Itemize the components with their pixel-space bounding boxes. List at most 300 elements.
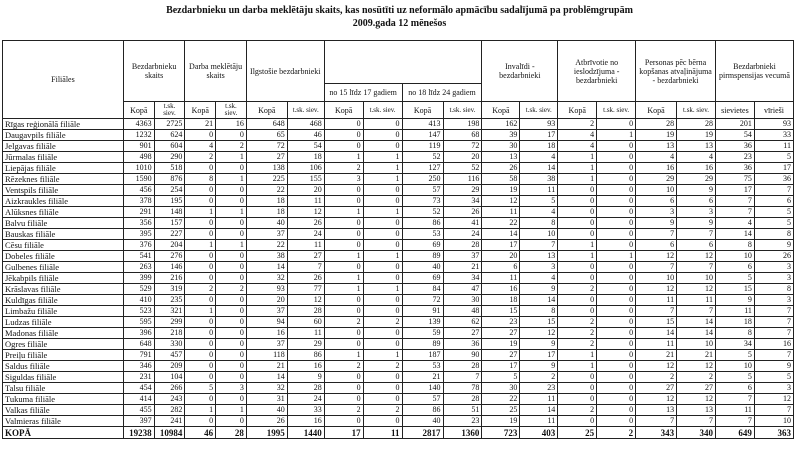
table-cell: 216 bbox=[154, 273, 185, 284]
table-cell: 0 bbox=[597, 141, 636, 152]
table-cell: 19 bbox=[482, 416, 520, 427]
table-cell: 16 bbox=[287, 416, 324, 427]
table-cell: 11 bbox=[520, 185, 558, 196]
table-cell: 541 bbox=[123, 251, 154, 262]
table-cell: 20 bbox=[443, 152, 482, 163]
table-cell: 0 bbox=[363, 196, 402, 207]
branch-name: Jēkabpils filiāle bbox=[3, 273, 124, 284]
table-cell: 20 bbox=[482, 251, 520, 262]
table-cell: 18 bbox=[715, 317, 754, 328]
table-cell: 6 bbox=[677, 196, 716, 207]
table-cell: 1 bbox=[324, 273, 363, 284]
table-cell: 225 bbox=[246, 174, 287, 185]
table-cell: 16 bbox=[636, 163, 677, 174]
table-cell: 12 bbox=[287, 295, 324, 306]
table-cell: 1 bbox=[558, 251, 597, 262]
table-row bbox=[3, 284, 794, 295]
table-cell: 28 bbox=[287, 383, 324, 394]
table-cell: 4 bbox=[715, 218, 754, 229]
table-cell: 10 bbox=[754, 416, 793, 427]
table-cell: 0 bbox=[363, 119, 402, 130]
table-cell: 0 bbox=[324, 328, 363, 339]
table-cell: 340 bbox=[677, 427, 716, 439]
table-cell: 7 bbox=[715, 416, 754, 427]
table-cell: 12 bbox=[636, 361, 677, 372]
table-cell: 0 bbox=[216, 163, 247, 174]
table-cell: 11 bbox=[636, 295, 677, 306]
table-cell: 0 bbox=[324, 295, 363, 306]
table-cell: 7 bbox=[754, 328, 793, 339]
header-atbrivotie: Atbrīvotie no ieslodzījuma - bezdarbnieki bbox=[558, 41, 636, 102]
table-cell: 2 bbox=[558, 119, 597, 130]
table-cell: 28 bbox=[636, 119, 677, 130]
table-cell: 2 bbox=[636, 372, 677, 383]
table-cell: 0 bbox=[216, 295, 247, 306]
table-cell: 30 bbox=[482, 383, 520, 394]
table-cell: 0 bbox=[558, 229, 597, 240]
table-cell: 33 bbox=[754, 130, 793, 141]
table-cell: 1590 bbox=[123, 174, 154, 185]
subheader-t-sk-siev-8: t.sk. siev. bbox=[363, 102, 402, 119]
table-cell: 0 bbox=[324, 119, 363, 130]
table-cell: 0 bbox=[324, 372, 363, 383]
table-cell: 17 bbox=[482, 240, 520, 251]
table-cell: 22 bbox=[246, 240, 287, 251]
table-cell: 0 bbox=[597, 405, 636, 416]
table-cell: 876 bbox=[154, 174, 185, 185]
table-cell: 14 bbox=[520, 405, 558, 416]
table-cell: 399 bbox=[123, 273, 154, 284]
header-jaunies bbox=[324, 41, 482, 84]
branch-name: Ogres filiāle bbox=[3, 339, 124, 350]
table-cell: 4 bbox=[558, 141, 597, 152]
table-cell: 118 bbox=[246, 350, 287, 361]
table-cell: 0 bbox=[363, 394, 402, 405]
table-body bbox=[3, 119, 794, 439]
table-cell: 1 bbox=[363, 284, 402, 295]
table-cell: 1 bbox=[324, 350, 363, 361]
header-filiales: Filiāles bbox=[3, 41, 124, 119]
branch-name: Valkas filiāle bbox=[3, 405, 124, 416]
table-cell: 6 bbox=[482, 262, 520, 273]
table-cell: 2 bbox=[363, 317, 402, 328]
table-cell: 0 bbox=[216, 130, 247, 141]
data-table bbox=[2, 40, 794, 439]
branch-name: Gulbenes filiāle bbox=[3, 262, 124, 273]
table-cell: 12 bbox=[482, 196, 520, 207]
table-cell: 28 bbox=[287, 306, 324, 317]
table-cell: 38 bbox=[246, 251, 287, 262]
table-cell: 1440 bbox=[287, 427, 324, 439]
table-cell: 140 bbox=[402, 383, 443, 394]
table-cell: 18 bbox=[520, 141, 558, 152]
table-cell: 0 bbox=[185, 295, 216, 306]
subheader-kopa-1: Kopā bbox=[123, 102, 154, 119]
table-cell: 2 bbox=[558, 339, 597, 350]
table-cell: 155 bbox=[287, 174, 324, 185]
table-cell: 218 bbox=[154, 328, 185, 339]
table-cell: 1 bbox=[363, 152, 402, 163]
table-cell: 241 bbox=[154, 416, 185, 427]
table-row bbox=[3, 163, 794, 174]
branch-name: Aizkraukles filiāle bbox=[3, 196, 124, 207]
table-cell: 0 bbox=[185, 372, 216, 383]
table-row bbox=[3, 119, 794, 130]
header-invalidi: Invalīdi - bezdarbnieki bbox=[482, 41, 558, 102]
table-cell: 29 bbox=[677, 174, 716, 185]
table-cell: 37 bbox=[443, 251, 482, 262]
table-cell: 282 bbox=[154, 405, 185, 416]
table-cell: 397 bbox=[123, 416, 154, 427]
table-cell: 22 bbox=[482, 218, 520, 229]
table-cell: 15 bbox=[636, 317, 677, 328]
table-row bbox=[3, 372, 794, 383]
table-cell: 53 bbox=[402, 229, 443, 240]
table-cell: 57 bbox=[402, 394, 443, 405]
table-cell: 34 bbox=[443, 273, 482, 284]
branch-name: Krāslavas filiāle bbox=[3, 284, 124, 295]
table-cell: 227 bbox=[154, 229, 185, 240]
subheader-t-sk-siev-12: t.sk. siev. bbox=[520, 102, 558, 119]
table-cell: 791 bbox=[123, 350, 154, 361]
table-cell: 198 bbox=[443, 119, 482, 130]
table-cell: 9 bbox=[520, 339, 558, 350]
table-cell: 9 bbox=[520, 284, 558, 295]
table-cell: 4 bbox=[558, 130, 597, 141]
table-cell: 24 bbox=[443, 229, 482, 240]
table-cell: 0 bbox=[597, 416, 636, 427]
table-cell: 6 bbox=[677, 240, 716, 251]
table-cell: 7 bbox=[677, 262, 716, 273]
table-cell: 1 bbox=[216, 207, 247, 218]
table-cell: 28 bbox=[443, 394, 482, 405]
table-cell: 36 bbox=[443, 339, 482, 350]
table-cell: 0 bbox=[558, 273, 597, 284]
table-row bbox=[3, 273, 794, 284]
table-cell: 37 bbox=[246, 229, 287, 240]
table-row bbox=[3, 229, 794, 240]
table-cell: 7 bbox=[754, 306, 793, 317]
table-cell: 2 bbox=[324, 317, 363, 328]
title-line-2: 2009.gada 12 mēnešos bbox=[352, 18, 447, 29]
table-cell: 0 bbox=[363, 372, 402, 383]
table-cell: 3 bbox=[677, 207, 716, 218]
table-cell: 1232 bbox=[123, 130, 154, 141]
table-cell: 254 bbox=[154, 185, 185, 196]
table-cell: 455 bbox=[123, 405, 154, 416]
table-cell: 28 bbox=[677, 119, 716, 130]
table-cell: 2 bbox=[185, 284, 216, 295]
table-cell: 10 bbox=[520, 229, 558, 240]
table-cell: 27 bbox=[246, 152, 287, 163]
table-cell: 8 bbox=[754, 284, 793, 295]
table-cell: 13 bbox=[520, 251, 558, 262]
table-cell: 29 bbox=[443, 185, 482, 196]
table-row bbox=[3, 405, 794, 416]
branch-name: Limbažu filiāle bbox=[3, 306, 124, 317]
table-cell: 2 bbox=[363, 405, 402, 416]
table-cell: 396 bbox=[123, 328, 154, 339]
table-cell: 518 bbox=[154, 163, 185, 174]
table-cell: 0 bbox=[216, 361, 247, 372]
table-cell: 291 bbox=[123, 207, 154, 218]
table-cell: 116 bbox=[443, 174, 482, 185]
table-cell: 0 bbox=[597, 317, 636, 328]
table-cell: 0 bbox=[597, 218, 636, 229]
table-cell: 0 bbox=[216, 394, 247, 405]
table-cell: 0 bbox=[324, 262, 363, 273]
table-cell: 23 bbox=[520, 383, 558, 394]
table-cell: 1 bbox=[363, 207, 402, 218]
table-cell: 11 bbox=[287, 328, 324, 339]
table-cell: 9 bbox=[677, 185, 716, 196]
table-cell: 93 bbox=[754, 119, 793, 130]
table-cell: 11 bbox=[520, 416, 558, 427]
table-cell: 65 bbox=[246, 130, 287, 141]
table-cell: 8 bbox=[754, 229, 793, 240]
table-cell: 648 bbox=[123, 339, 154, 350]
table-cell: 10 bbox=[636, 273, 677, 284]
table-cell: 34 bbox=[715, 339, 754, 350]
table-cell: 18 bbox=[482, 295, 520, 306]
branch-name: Daugavpils filiāle bbox=[3, 130, 124, 141]
table-cell: 14 bbox=[482, 229, 520, 240]
table-cell: 18 bbox=[246, 207, 287, 218]
table-cell: 2817 bbox=[402, 427, 443, 439]
table-cell: 343 bbox=[636, 427, 677, 439]
table-cell: 3 bbox=[754, 295, 793, 306]
header-pirmspensijas: Bezdarbnieki pirmspensijas vecumā bbox=[715, 41, 793, 102]
table-cell: 1 bbox=[185, 207, 216, 218]
table-cell: 7 bbox=[636, 306, 677, 317]
table-row bbox=[3, 306, 794, 317]
branch-name: Liepājas filiāle bbox=[3, 163, 124, 174]
table-cell: 1 bbox=[363, 251, 402, 262]
table-cell: 54 bbox=[287, 141, 324, 152]
branch-name: Kuldīgas filiāle bbox=[3, 295, 124, 306]
table-cell: 1 bbox=[324, 207, 363, 218]
table-cell: 11 bbox=[287, 196, 324, 207]
table-cell: 46 bbox=[287, 130, 324, 141]
table-cell: 4 bbox=[185, 141, 216, 152]
table-cell: 48 bbox=[443, 306, 482, 317]
table-cell: 52 bbox=[443, 163, 482, 174]
table-cell: 0 bbox=[216, 317, 247, 328]
subheader-kopa-5: Kopā bbox=[246, 102, 287, 119]
table-cell: 12 bbox=[287, 207, 324, 218]
table-cell: 1 bbox=[558, 152, 597, 163]
table-row bbox=[3, 328, 794, 339]
branch-name: Preiļu filiāle bbox=[3, 350, 124, 361]
table-cell: 33 bbox=[287, 405, 324, 416]
table-cell: 47 bbox=[443, 284, 482, 295]
table-cell: 0 bbox=[558, 295, 597, 306]
table-cell: 86 bbox=[287, 350, 324, 361]
table-cell: 4 bbox=[520, 273, 558, 284]
table-cell: 72 bbox=[402, 295, 443, 306]
table-cell: 2 bbox=[558, 405, 597, 416]
subheader-t-sk-siev-4: t.sk. siev. bbox=[216, 102, 247, 119]
table-cell: 2 bbox=[558, 317, 597, 328]
table-cell: 27 bbox=[443, 328, 482, 339]
table-cell: 0 bbox=[597, 284, 636, 295]
table-cell: 17 bbox=[520, 130, 558, 141]
table-cell: 32 bbox=[246, 273, 287, 284]
table-cell: 0 bbox=[216, 328, 247, 339]
table-row bbox=[3, 339, 794, 350]
table-cell: 8 bbox=[185, 174, 216, 185]
table-cell: 0 bbox=[324, 141, 363, 152]
table-cell: 2 bbox=[216, 141, 247, 152]
table-cell: 6 bbox=[715, 383, 754, 394]
table-row bbox=[3, 295, 794, 306]
table-cell: 54 bbox=[715, 130, 754, 141]
table-cell: 2 bbox=[185, 152, 216, 163]
table-cell: 15 bbox=[520, 317, 558, 328]
subheader-sievietes-17: sievietes bbox=[715, 102, 754, 119]
table-cell: 2 bbox=[363, 361, 402, 372]
table-cell: 60 bbox=[287, 317, 324, 328]
table-cell: 648 bbox=[246, 119, 287, 130]
table-cell: 26 bbox=[754, 251, 793, 262]
table-row bbox=[3, 141, 794, 152]
table-cell: 12 bbox=[636, 251, 677, 262]
table-cell: 0 bbox=[216, 339, 247, 350]
table-cell: 2 bbox=[324, 361, 363, 372]
table-cell: 7 bbox=[715, 196, 754, 207]
table-cell: 901 bbox=[123, 141, 154, 152]
table-cell: 52 bbox=[402, 207, 443, 218]
table-cell: 395 bbox=[123, 229, 154, 240]
table-cell: 0 bbox=[185, 218, 216, 229]
table-cell: 4363 bbox=[123, 119, 154, 130]
table-cell: 4 bbox=[520, 207, 558, 218]
branch-name: Valmieras filiāle bbox=[3, 416, 124, 427]
subheader-kopa-11: Kopā bbox=[482, 102, 520, 119]
table-cell: 0 bbox=[363, 229, 402, 240]
table-cell: 58 bbox=[482, 174, 520, 185]
table-cell: 649 bbox=[715, 427, 754, 439]
table-cell: 263 bbox=[123, 262, 154, 273]
table-cell: 40 bbox=[246, 405, 287, 416]
branch-name: Bauskas filiāle bbox=[3, 229, 124, 240]
table-cell: 21 bbox=[246, 361, 287, 372]
table-cell: 529 bbox=[123, 284, 154, 295]
table-cell: 11 bbox=[754, 141, 793, 152]
table-cell: 0 bbox=[597, 185, 636, 196]
table-cell: 0 bbox=[185, 350, 216, 361]
table-cell: 0 bbox=[597, 229, 636, 240]
table-cell: 89 bbox=[402, 339, 443, 350]
table-cell: 17 bbox=[715, 185, 754, 196]
table-cell: 0 bbox=[597, 273, 636, 284]
table-cell: 7 bbox=[443, 372, 482, 383]
table-cell: 201 bbox=[715, 119, 754, 130]
table-cell: 0 bbox=[324, 185, 363, 196]
table-cell: 0 bbox=[185, 339, 216, 350]
table-cell: 8 bbox=[715, 240, 754, 251]
table-cell: 94 bbox=[246, 317, 287, 328]
table-cell: 104 bbox=[154, 372, 185, 383]
table-cell: 84 bbox=[402, 284, 443, 295]
table-row bbox=[3, 174, 794, 185]
table-cell: 276 bbox=[154, 251, 185, 262]
table-cell: 624 bbox=[154, 130, 185, 141]
table-cell: 8 bbox=[715, 328, 754, 339]
table-cell: 0 bbox=[363, 240, 402, 251]
table-cell: 0 bbox=[597, 295, 636, 306]
table-cell: 5 bbox=[185, 383, 216, 394]
table-cell: 6 bbox=[715, 262, 754, 273]
table-cell: 0 bbox=[216, 273, 247, 284]
table-cell: 5 bbox=[482, 372, 520, 383]
table-cell: 119 bbox=[402, 141, 443, 152]
table-cell: 0 bbox=[216, 350, 247, 361]
table-cell: 7 bbox=[754, 350, 793, 361]
table-cell: 10 bbox=[715, 361, 754, 372]
table-cell: 72 bbox=[246, 141, 287, 152]
branch-name: Rēzeknes filiāle bbox=[3, 174, 124, 185]
subheader-t-sk-siev-14: t.sk. siev. bbox=[597, 102, 636, 119]
branch-name: Siguldas filiāle bbox=[3, 372, 124, 383]
table-cell: 0 bbox=[324, 394, 363, 405]
table-row bbox=[3, 240, 794, 251]
table-cell: 59 bbox=[402, 328, 443, 339]
table-cell: 1 bbox=[597, 130, 636, 141]
table-cell: 0 bbox=[558, 372, 597, 383]
table-cell: 23 bbox=[482, 317, 520, 328]
table-cell: 456 bbox=[123, 185, 154, 196]
table-cell: 7 bbox=[677, 306, 716, 317]
table-cell: 9 bbox=[520, 361, 558, 372]
table-cell: 0 bbox=[597, 196, 636, 207]
table-cell: 0 bbox=[185, 394, 216, 405]
table-cell: 90 bbox=[443, 350, 482, 361]
table-cell: 1 bbox=[216, 240, 247, 251]
table-cell: 10 bbox=[636, 185, 677, 196]
table-cell: 21 bbox=[185, 119, 216, 130]
table-cell: 0 bbox=[363, 130, 402, 141]
table-cell: 0 bbox=[597, 174, 636, 185]
table-cell: 37 bbox=[246, 306, 287, 317]
table-cell: 12 bbox=[520, 328, 558, 339]
table-cell: 0 bbox=[324, 130, 363, 141]
branch-name: Balvu filiāle bbox=[3, 218, 124, 229]
table-cell: 0 bbox=[597, 152, 636, 163]
table-cell: 7 bbox=[636, 416, 677, 427]
table-cell: 3 bbox=[754, 383, 793, 394]
table-cell: 89 bbox=[402, 251, 443, 262]
table-cell: 11 bbox=[677, 295, 716, 306]
table-cell: 457 bbox=[154, 350, 185, 361]
table-cell: 414 bbox=[123, 394, 154, 405]
table-cell: 7 bbox=[677, 229, 716, 240]
table-cell: 1 bbox=[324, 284, 363, 295]
table-cell: 0 bbox=[558, 394, 597, 405]
table-cell: 72 bbox=[443, 141, 482, 152]
table-row bbox=[3, 350, 794, 361]
table-cell: 25 bbox=[482, 405, 520, 416]
table-cell: 1 bbox=[324, 152, 363, 163]
table-row bbox=[3, 394, 794, 405]
header-ilgstosie: Ilgstošie bezdarbnieki bbox=[246, 41, 324, 102]
table-cell: 12 bbox=[677, 284, 716, 295]
table-cell: 0 bbox=[597, 350, 636, 361]
table-cell: 1360 bbox=[443, 427, 482, 439]
table-cell: 0 bbox=[597, 207, 636, 218]
table-cell: 2 bbox=[558, 328, 597, 339]
table-cell: 11 bbox=[482, 273, 520, 284]
